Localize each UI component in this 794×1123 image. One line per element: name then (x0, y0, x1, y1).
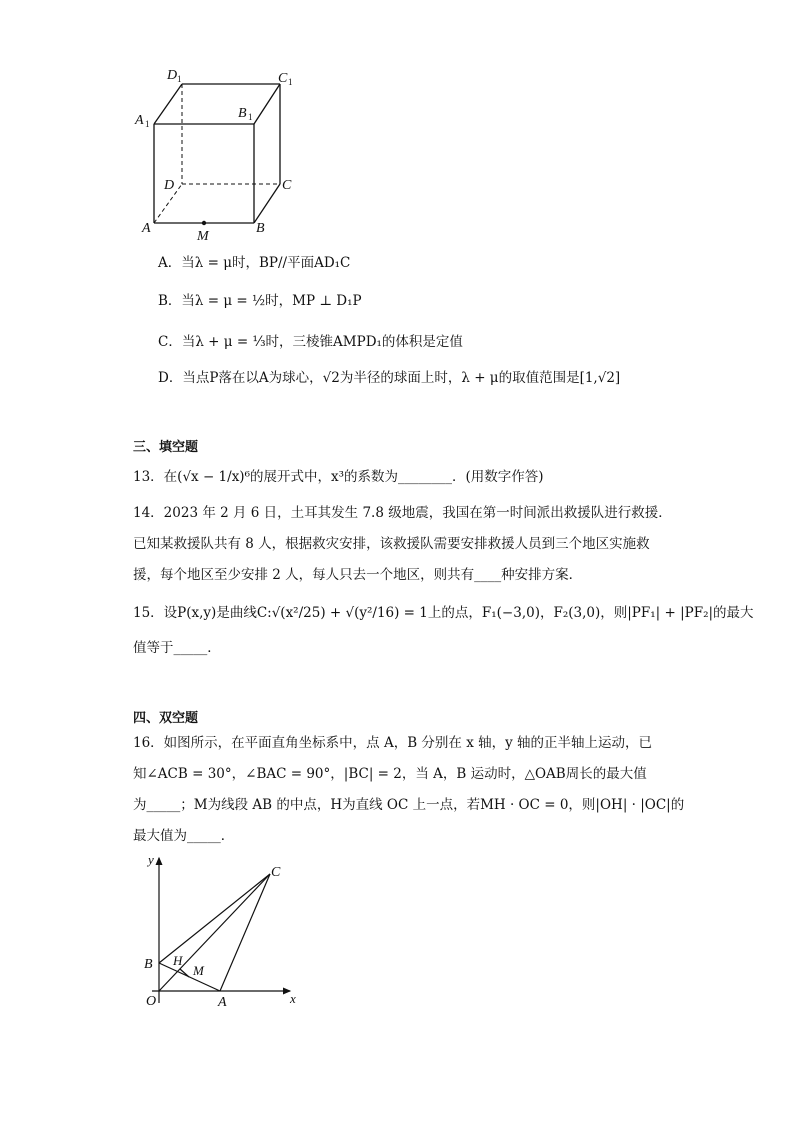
sub-c1: 1 (288, 77, 293, 87)
sub-a1: 1 (145, 119, 150, 129)
option-b: B．当λ = μ = ½时，MP ⊥ D₁P (158, 293, 362, 309)
label-a: A (218, 995, 227, 1010)
label-a: A (142, 221, 151, 236)
option-d: D．当点P落在以A为球心，√2为半径的球面上时，λ + μ的取值范围是[1,√2] (158, 370, 621, 386)
sub-d1: 1 (177, 74, 182, 84)
edge-a1d1 (154, 84, 182, 124)
segment-oc (159, 874, 270, 991)
label-a1: A (135, 113, 144, 128)
question-14-line1: 14．2023 年 2 月 6 日，土耳其发生 7.8 级地震，我国在第一时间派出救援队进行救援． (133, 505, 672, 521)
question-16-line2: 知∠ACB = 30°，∠BAC = 90°，|BC| = 2，当 A，B 运动时，△OAB周长的最大值 (133, 766, 647, 782)
label-m: M (193, 963, 204, 978)
label-d1: D (167, 68, 178, 83)
point-m (202, 221, 206, 225)
edge-bc (254, 184, 280, 223)
label-b1: B (238, 106, 247, 121)
label-o: O (146, 994, 157, 1009)
sub-b1: 1 (248, 112, 253, 122)
label-b: B (144, 957, 153, 972)
section-3-heading: 三、填空题 (133, 440, 199, 455)
question-16-line1: 16．如图所示，在平面直角坐标系中，点 A，B 分别在 x 轴，y 轴的正半轴上运动，已 (133, 735, 653, 751)
label-m: M (197, 229, 209, 244)
label-h: H (173, 953, 183, 968)
question-15-line2: 值等于_____． (133, 640, 221, 656)
label-c: C (282, 178, 292, 193)
label-c: C (271, 865, 281, 880)
label-c1: C (278, 71, 288, 86)
question-14-line2: 已知某救援队共有 8 人，根据救灾安排，该救援队需要安排救援人员到三个地区实施救 (133, 536, 650, 552)
segment-ab (159, 963, 220, 991)
label-x: x (290, 991, 296, 1006)
section-4-heading: 四、双空题 (133, 711, 199, 726)
segment-ac (220, 874, 270, 991)
question-15-line1: 15．设P(x,y)是曲线C:√(x²/25) + √(y²/16) = 1上的点，F₁(−3,0)，F₂(3,0)，则|PF₁| + |PF₂|的最大 (133, 605, 754, 621)
question-16-line4: 最大值为_____． (133, 828, 235, 844)
segment-bc (159, 874, 270, 963)
label-b: B (256, 221, 265, 236)
option-c: C．当λ + μ = ⅓时，三棱锥AMPD₁的体积是定值 (158, 334, 463, 350)
cube-figure (130, 62, 300, 248)
coordinate-figure (140, 848, 320, 1013)
label-d: D (164, 178, 175, 193)
question-14-line3: 援，每个地区至少安排 2 人，每人只去一个地区，则共有____种安排方案． (133, 567, 583, 583)
question-16-line3: 为_____；M为线段 AB 的中点，H为直线 OC 上一点，若MH · OC = 0，则|OH| · |OC|的 (133, 797, 685, 813)
label-y: y (148, 852, 154, 867)
edge-b1c1 (254, 84, 280, 124)
question-13: 13．在(√x − 1/x)⁶的展开式中，x³的系数为________．(用数字作答) (133, 469, 544, 485)
option-a: A．当λ = μ时，BP//平面AD₁C (158, 255, 351, 271)
